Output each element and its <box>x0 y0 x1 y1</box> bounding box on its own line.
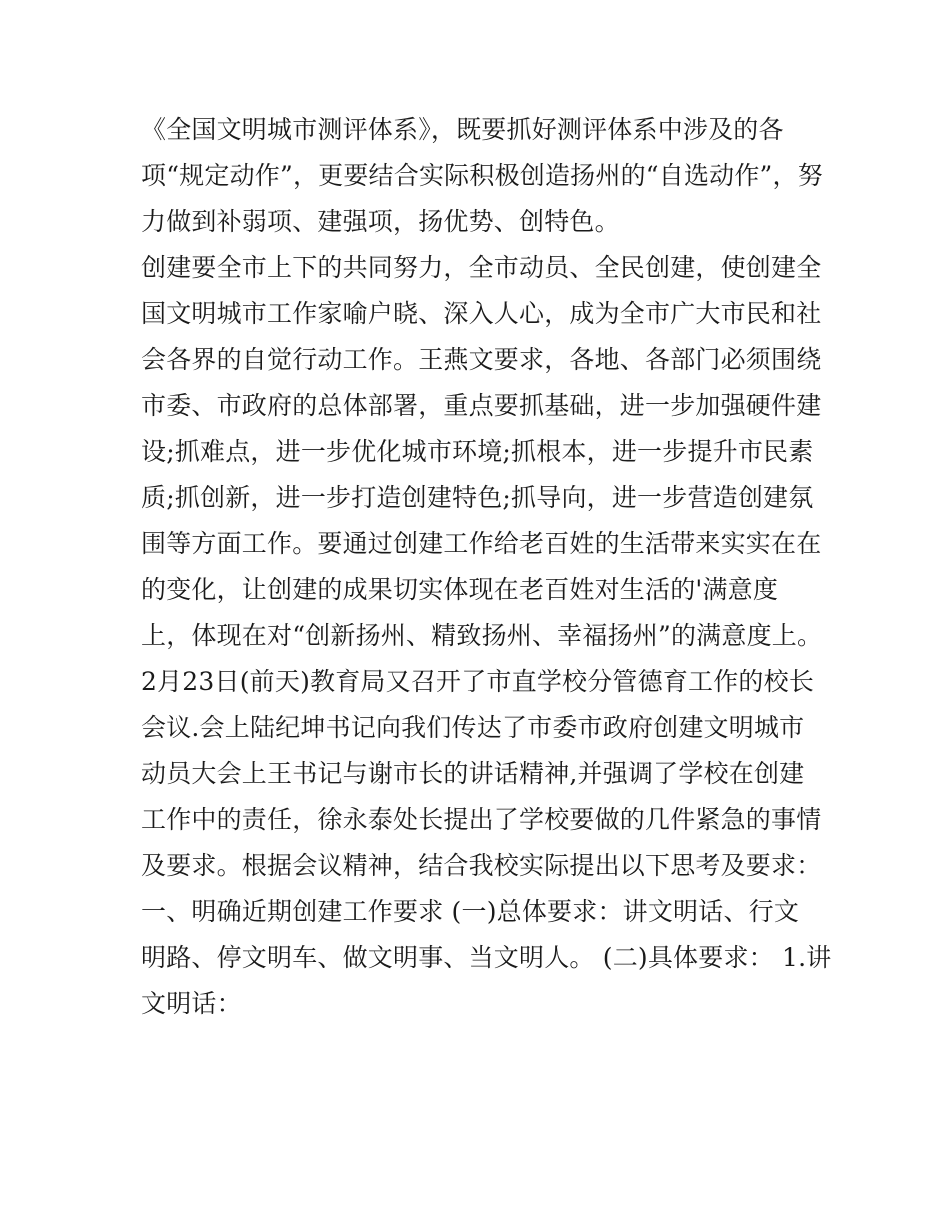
text-line: 创建要全市上下的共同努力，全市动员、全民创建，使创建全 <box>141 253 822 282</box>
text-line: 上，体现在对“创新扬州、精致扬州、幸福扬州”的满意度上。 <box>141 621 823 650</box>
text-line: 2月23日(前天)教育局又召开了市直学校分管德育工作的校长 <box>141 667 815 696</box>
document-body <box>141 107 832 1027</box>
text-line: 质;抓创新，进一步打造创建特色;抓导向，进一步营造创建氛 <box>141 483 814 512</box>
text-line: 的变化，让创建的成果切实体现在老百姓对生活的'满意度 <box>141 575 779 604</box>
text-line: 设;抓难点，进一步优化城市环境;抓根本，进一步提升市民素 <box>141 437 814 466</box>
text-line: 明路、停文明车、做文明事、当文明人。 (二)具体要求： 1.讲 <box>141 943 832 972</box>
text-line: 及要求。根据会议精神，结合我校实际提出以下思考及要求： <box>141 851 822 880</box>
text-line: 一、明确近期创建工作要求 (一)总体要求：讲文明话、行文 <box>141 897 800 926</box>
text-line: 市委、市政府的总体部署，重点要抓基础，进一步加强硬件建 <box>141 391 822 420</box>
text-line: 动员大会上王书记与谢市长的讲话精神,并强调了学校在创建 <box>141 759 805 788</box>
text-line: 会议.会上陆纪坤书记向我们传达了市委市政府创建文明城市 <box>141 713 805 742</box>
text-line: 工作中的责任，徐永泰处长提出了学校要做的几件紧急的事情 <box>141 805 822 834</box>
text-line: 力做到补弱项、建强项，扬优势、创特色。 <box>141 207 620 236</box>
text-line: 围等方面工作。要通过创建工作给老百姓的生活带来实实在在 <box>141 529 822 558</box>
text-line: 项“规定动作”，更要结合实际积极创造扬州的“自选动作”，努 <box>141 161 823 190</box>
text-line: 文明话： <box>141 989 242 1018</box>
text-line: 《全国文明城市测评体系》，既要抓好测评体系中涉及的各 <box>141 115 784 144</box>
text-line: 会各界的自觉行动工作。王燕文要求，各地、各部门必须围绕 <box>141 345 822 374</box>
text-line: 国文明城市工作家喻户晓、深入人心，成为全市广大市民和社 <box>141 299 822 328</box>
